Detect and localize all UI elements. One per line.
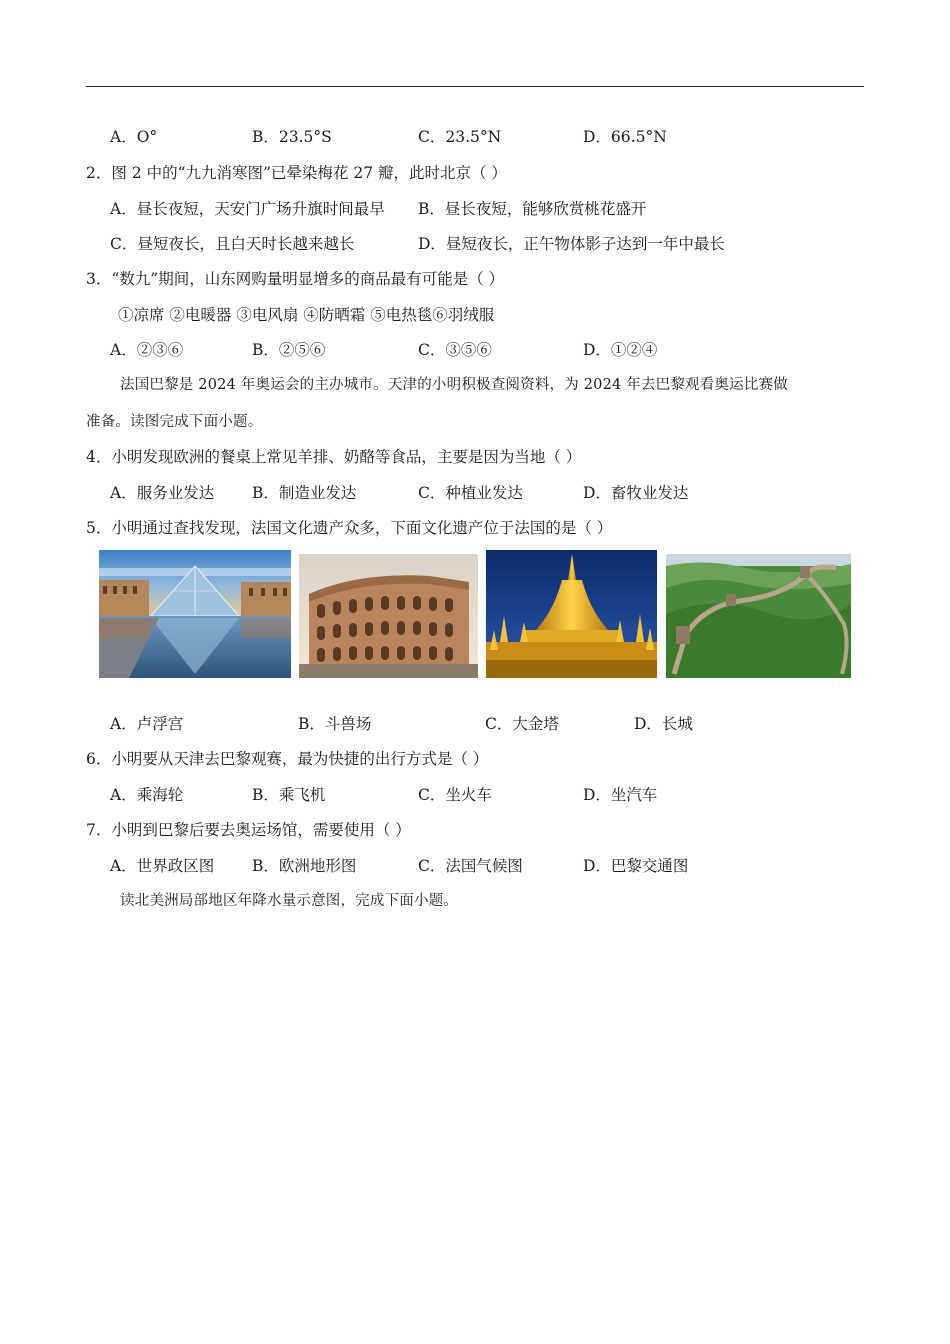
q1-option-d[interactable]: D．66.5°N bbox=[583, 128, 667, 146]
q7-option-d[interactable]: D．巴黎交通图 bbox=[583, 857, 689, 875]
q5-option-d[interactable]: D．长城 bbox=[634, 715, 693, 733]
q4-option-b[interactable]: B．制造业发达 bbox=[252, 484, 357, 502]
q7-option-b[interactable]: B．欧洲地形图 bbox=[252, 857, 357, 875]
q4-option-a[interactable]: A．服务业发达 bbox=[110, 484, 215, 502]
passage1-line2: 准备。读图完成下面小题。 bbox=[86, 414, 263, 430]
q3-option-c[interactable]: C．③⑤⑥ bbox=[418, 341, 492, 359]
header-rule bbox=[86, 86, 864, 87]
passage2: 读北美洲局部地区年降水量示意图，完成下面小题。 bbox=[120, 893, 459, 909]
q2-option-d[interactable]: D．昼短夜长，正午物体影子达到一年中最长 bbox=[418, 235, 725, 253]
q4-option-c[interactable]: C．种植业发达 bbox=[418, 484, 523, 502]
q5-stem: 5．小明通过查找发现，法国文化遗产众多，下面文化遗产位于法国的是（ ） bbox=[86, 519, 613, 537]
great-wall-photo bbox=[666, 554, 851, 678]
q3-option-a[interactable]: A．②③⑥ bbox=[110, 341, 184, 359]
q6-option-c[interactable]: C．坐火车 bbox=[418, 786, 492, 804]
q5-option-a[interactable]: A．卢浮宫 bbox=[110, 715, 184, 733]
q7-option-a[interactable]: A．世界政区图 bbox=[110, 857, 215, 875]
q6-stem: 6．小明要从天津去巴黎观赛，最为快捷的出行方式是（ ） bbox=[86, 750, 489, 768]
q6-option-b[interactable]: B．乘飞机 bbox=[252, 786, 326, 804]
q2-option-b[interactable]: B．昼长夜短，能够欣赏桃花盛开 bbox=[418, 200, 647, 218]
q1-option-a[interactable]: A．O° bbox=[110, 128, 158, 146]
q4-stem: 4．小明发现欧洲的餐桌上常见羊排、奶酪等食品，主要是因为当地（ ） bbox=[86, 448, 582, 466]
q3-items: ①凉席 ②电暖器 ③电风扇 ④防晒霜 ⑤电热毯⑥羽绒服 bbox=[118, 306, 495, 324]
q3-option-d[interactable]: D．①②④ bbox=[583, 341, 658, 359]
colosseum-photo bbox=[299, 554, 478, 678]
q2-stem: 2．图 2 中的“九九消寒图”已晕染梅花 27 瓣，此时北京（ ） bbox=[86, 164, 507, 182]
q1-option-b[interactable]: B．23.5°S bbox=[252, 128, 332, 146]
q2-option-c[interactable]: C．昼短夜长，且白天时长越来越长 bbox=[110, 235, 355, 253]
shwedagon-photo bbox=[486, 550, 657, 678]
q6-option-d[interactable]: D．坐汽车 bbox=[583, 786, 658, 804]
q2-option-a[interactable]: A．昼长夜短，天安门广场升旗时间最早 bbox=[110, 200, 385, 218]
passage1-line1: 法国巴黎是 2024 年奥运会的主办城市。天津的小明积极查阅资料，为 2024 年去巴黎观看奥运比赛做 bbox=[120, 377, 788, 393]
q4-option-d[interactable]: D．畜牧业发达 bbox=[583, 484, 689, 502]
q1-option-c[interactable]: C．23.5°N bbox=[418, 128, 502, 146]
q7-option-c[interactable]: C．法国气候图 bbox=[418, 857, 523, 875]
q3-stem: 3．“数九”期间，山东网购量明显增多的商品最有可能是（ ） bbox=[86, 270, 505, 288]
q5-option-c[interactable]: C．大金塔 bbox=[485, 715, 559, 733]
q6-option-a[interactable]: A．乘海轮 bbox=[110, 786, 184, 804]
q3-option-b[interactable]: B．②⑤⑥ bbox=[252, 341, 326, 359]
q7-stem: 7．小明到巴黎后要去奥运场馆，需要使用（ ） bbox=[86, 821, 411, 839]
q5-option-b[interactable]: B．斗兽场 bbox=[298, 715, 372, 733]
louvre-photo bbox=[99, 550, 291, 678]
